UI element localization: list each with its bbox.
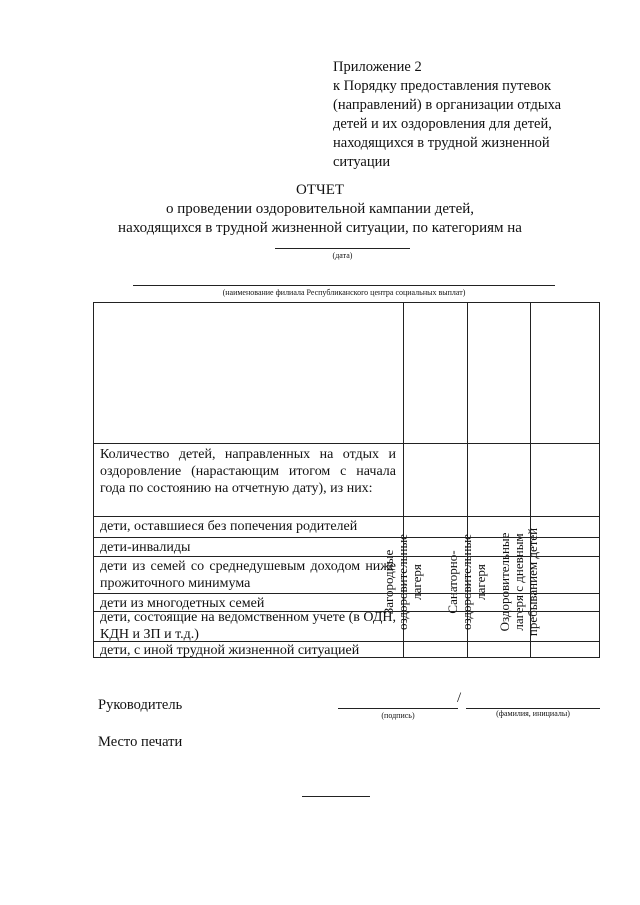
report-table (93, 302, 600, 658)
report-title: ОТЧЕТ (295, 182, 345, 198)
branch-line[interactable] (133, 285, 555, 286)
appendix-line: ситуации (333, 154, 391, 170)
row-divider (94, 516, 599, 517)
report-subtitle-line2: находящихся в трудной жизненной ситуации, по категориям на (118, 220, 522, 236)
table-row-label: дети, оставшиеся без попечения родителей (100, 519, 358, 534)
bottom-line (302, 796, 370, 797)
branch-caption: (наименование филиала Республиканского центра социальных выплат) (222, 288, 466, 297)
row-divider (94, 537, 599, 538)
appendix-line: детей и их оздоровления для детей, (333, 116, 552, 132)
appendix-line: к Порядку предоставления путевок (333, 78, 551, 94)
table-row-label: дети-инвалиды (100, 540, 191, 555)
column-header: Оздоровительные лагеря с дневным пребыванием детей (497, 527, 540, 637)
report-subtitle-line1: о проведении оздоровительной кампании детей, (165, 201, 475, 217)
head-label: Руководитель (98, 697, 183, 713)
table-row-label: дети, состоящие на ведомственном учете (в ОДН, КДН и ЗП и т.д.) (100, 610, 396, 642)
signature-line[interactable] (338, 708, 458, 709)
date-line[interactable] (275, 248, 410, 249)
report-heading (100, 181, 540, 238)
appendix-block (333, 58, 593, 172)
appendix-line: (направлений) в организации отдыха (333, 97, 562, 113)
stamp-label: Место печати (98, 734, 183, 750)
signature-caption: (подпись) (381, 711, 415, 720)
row-divider (94, 443, 599, 444)
column-header: Загородные оздоровительные лагеря (381, 534, 424, 630)
table-row-label: дети из семей со среднедушевым доходом ниже прожиточного минимума (100, 559, 396, 591)
appendix-line: находящихся в трудной жизненной (333, 135, 550, 151)
date-caption: (дата) (332, 251, 353, 260)
row-divider (94, 556, 599, 557)
name-caption: (фамилия, инициалы) (496, 709, 570, 718)
signature-separator: / (457, 690, 462, 706)
table-row-label: Количество детей, направленных на отдых и оздоровление (нарастающим итогом с начала года по состоянию на отчетную дату), из них: (100, 447, 396, 496)
column-header: Санаторно-оздоровительные лагеря (445, 534, 488, 630)
table-row-label: дети, с иной трудной жизненной ситуацией (100, 643, 360, 658)
row-divider (94, 593, 599, 594)
appendix-line: Приложение 2 (333, 59, 422, 75)
table-row-label: дети из многодетных семей (100, 596, 265, 611)
